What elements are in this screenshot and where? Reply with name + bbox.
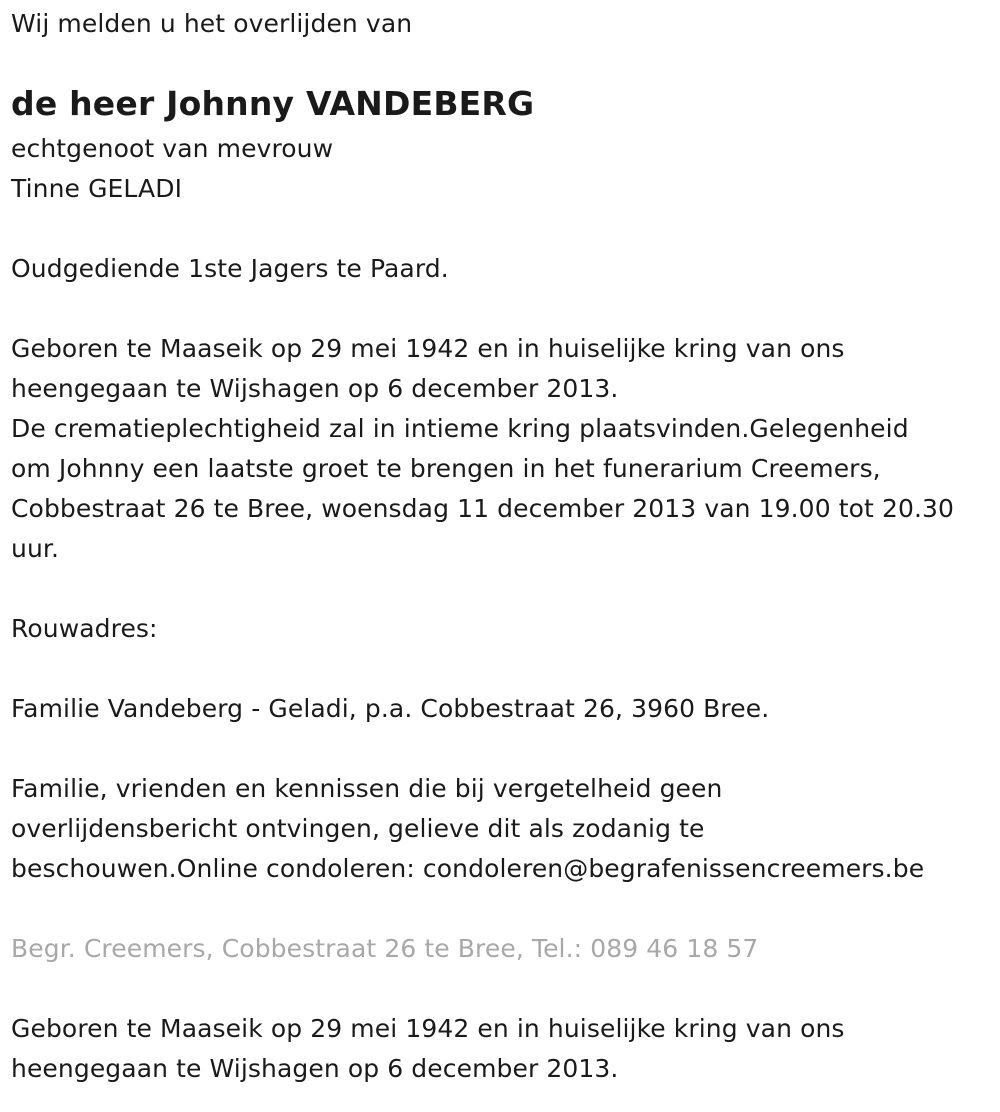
closing-line-3: beschouwen.Online condoleren: condoleren@begrafenissencreemers.be [11, 854, 925, 883]
mourning-address: Familie Vandeberg - Geladi, p.a. Cobbestraat 26, 3960 Bree. [11, 694, 770, 723]
obituary-notice [0, 4, 996, 1089]
spacer [11, 649, 996, 689]
funeral-home-info: Begr. Creemers, Cobbestraat 26 te Bree, Tel.: 089 46 18 57 [11, 934, 759, 963]
spacer [11, 729, 996, 769]
spacer [11, 889, 996, 929]
spacer [11, 969, 996, 1009]
ceremony-line-2: om Johnny een laatste groet te brengen in het funerarium Creemers, [11, 454, 881, 483]
spacer [11, 289, 996, 329]
intro-text: Wij melden u het overlijden van [11, 9, 413, 38]
repeat-line-2: heengegaan te Wijshagen op 6 december 2013. [11, 1054, 619, 1083]
service-note: Oudgediende 1ste Jagers te Paard. [11, 254, 449, 283]
ceremony-line-1: De crematieplechtigheid zal in intieme kring plaatsvinden.Gelegenheid [11, 414, 909, 443]
repeat-line-1: Geboren te Maaseik op 29 mei 1942 en in huiselijke kring van ons [11, 1014, 845, 1043]
spacer [11, 209, 996, 249]
spacer [11, 569, 996, 609]
closing-line-2: overlijdensbericht ontvingen, gelieve dit als zodanig te [11, 814, 705, 843]
spouse-line-1: echtgenoot van mevrouw [11, 134, 334, 163]
birth-death-line-1: Geboren te Maaseik op 29 mei 1942 en in huiselijke kring van ons [11, 334, 845, 363]
address-label: Rouwadres: [11, 614, 158, 643]
ceremony-line-3: Cobbestraat 26 te Bree, woensdag 11 december 2013 van 19.00 tot 20.30 [11, 494, 955, 523]
deceased-name: de heer Johnny VANDEBERG [11, 84, 535, 123]
spouse-line-2: Tinne GELADI [11, 174, 183, 203]
closing-line-1: Familie, vrienden en kennissen die bij vergetelheid geen [11, 774, 723, 803]
ceremony-line-4: uur. [11, 534, 60, 563]
birth-death-line-2: heengegaan te Wijshagen op 6 december 2013. [11, 374, 619, 403]
